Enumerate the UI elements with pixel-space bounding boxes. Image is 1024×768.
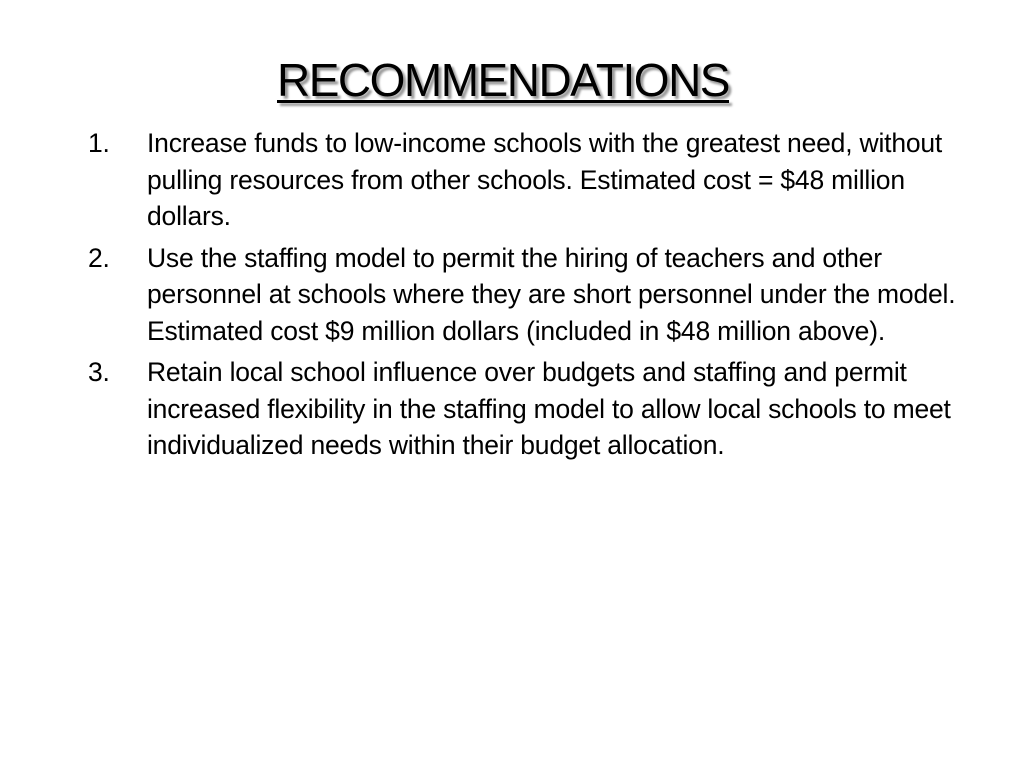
slide-title: RECOMMENDATIONS [277,54,729,106]
list-item-2 [88,240,968,350]
list-item-text: Use the staffing model to permit the hiring of teachers and other personnel at schools where they are short personnel under the model. Estimated cost $9 million dollars (included in $48 million above). [147,242,956,346]
list-item-number: 1. [88,128,110,158]
list-item-3 [88,354,968,464]
recommendations-list [88,125,968,469]
list-item-text: Increase funds to low-income schools with the greatest need, without pulling resources from other schools. Estimated cost = $48 million dollars. [147,128,943,231]
list-item-text: Retain local school influence over budgets and staffing and permit increased flexibility in the staffing model to allow local schools to meet individualized needs within their budget allocation. [147,357,951,460]
list-item-number: 3. [88,357,110,387]
list-item-number: 2. [88,242,110,273]
list-item-1 [88,125,968,235]
